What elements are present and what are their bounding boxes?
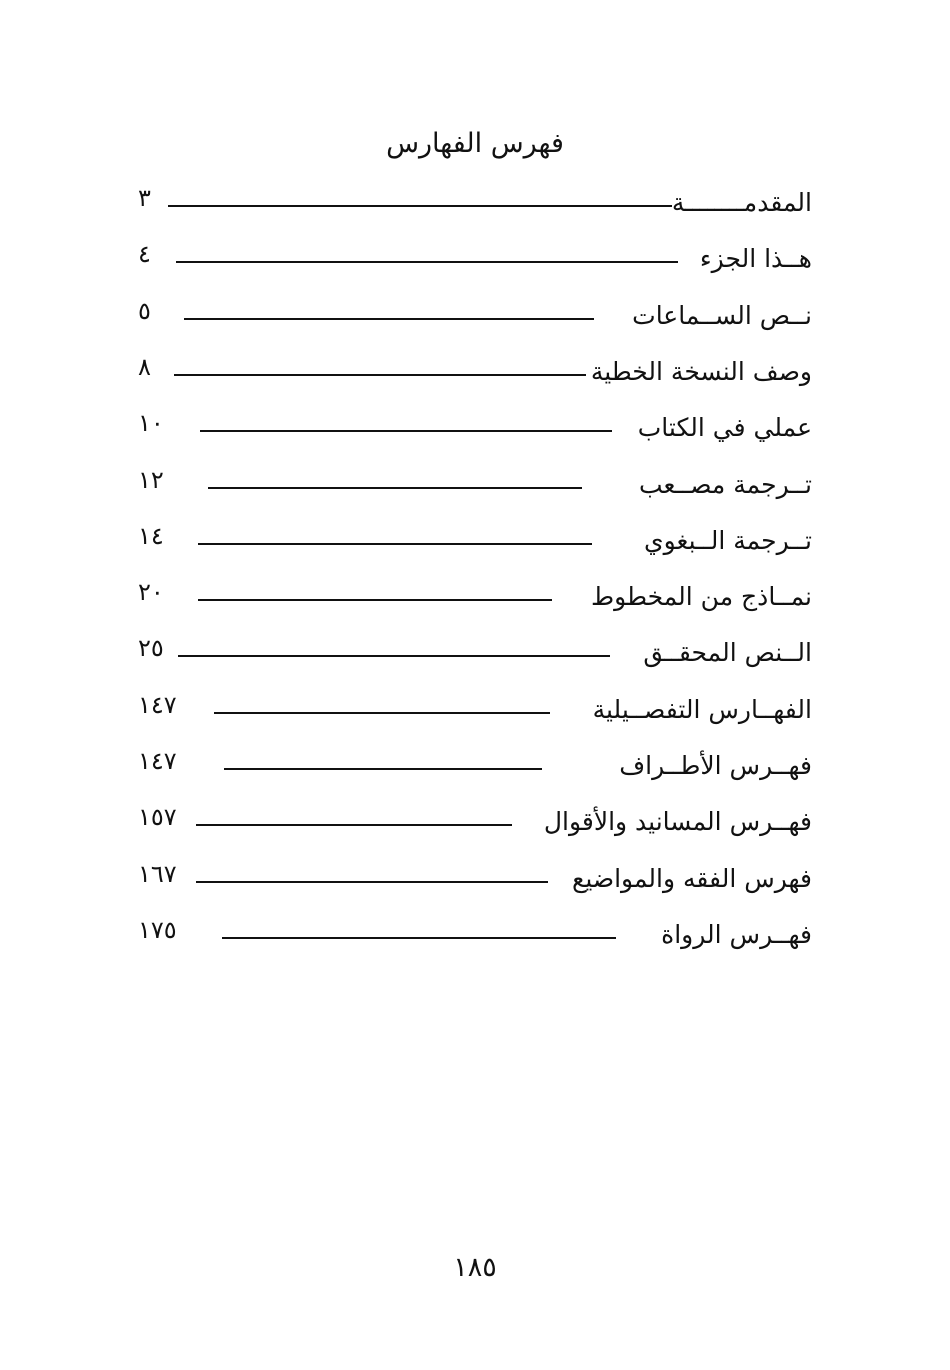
toc-entry [0, 405, 950, 461]
toc-entry-page-number: ١٠ [138, 409, 164, 438]
toc-entry [0, 799, 950, 855]
toc-entry-label: تــرجمة الــبغوي [644, 525, 812, 555]
toc-entry-page-number: ٥ [138, 296, 151, 325]
toc-entry [0, 518, 950, 574]
dot-leader-line [196, 824, 512, 826]
toc-entry-label: الــنص المحقــق [643, 638, 812, 668]
dot-leader-line [174, 374, 586, 376]
toc-entry-label: نــص الســماعات [632, 300, 812, 330]
toc-entry [0, 462, 950, 518]
toc-entry [0, 856, 950, 912]
toc-entry-page-number: ٨ [138, 352, 151, 381]
toc-entry-page-number: ٣ [138, 184, 151, 212]
dot-leader-line [176, 261, 678, 263]
toc-entry [0, 912, 950, 968]
toc-entry-page-number: ٢٥ [138, 634, 164, 663]
dot-leader-line [184, 318, 594, 320]
toc-entry [0, 349, 950, 405]
toc-entry-label: فهــرس الرواة [661, 919, 812, 949]
table-of-contents [0, 180, 950, 970]
toc-entry-label: وصف النسخة الخطية [590, 356, 812, 386]
toc-entry-page-number: ١٧٥ [138, 915, 177, 944]
toc-entry [0, 574, 950, 630]
dot-leader-line [178, 655, 610, 657]
toc-entry-label: نمــاذج من المخطوط [591, 582, 812, 612]
toc-entry-label: الفهــارس التفصــيلية [592, 694, 812, 724]
toc-entry-label: فهرس الفقه والمواضيع [572, 863, 812, 893]
toc-entry-label: هــذا الجزء [699, 244, 812, 274]
toc-entry-label: تــرجمة مصــعب [639, 469, 812, 499]
toc-entry-label: عملي في الكتاب [637, 413, 812, 443]
toc-entry [0, 180, 950, 236]
toc-entry [0, 687, 950, 743]
toc-entry [0, 293, 950, 349]
dot-leader-line [196, 881, 548, 883]
toc-entry [0, 236, 950, 292]
toc-entry-page-number: ٢٠ [138, 578, 164, 607]
toc-entry-label: فهــرس المسانيد والأقوال [543, 807, 812, 837]
toc-entry-page-number: ٤ [138, 240, 151, 269]
toc-entry-label: المقدمــــــــة [671, 188, 812, 217]
toc-entry-page-number: ١٤٧ [138, 747, 177, 775]
toc-entry-page-number: ١٢ [138, 465, 164, 494]
toc-entry [0, 630, 950, 686]
toc-entry [0, 743, 950, 799]
toc-entry-page-number: ١٥٧ [138, 803, 177, 832]
toc-entry-page-number: ١٤ [138, 521, 164, 550]
dot-leader-line [200, 430, 612, 432]
page-title: فهرس الفهارس [386, 128, 564, 159]
dot-leader-line [198, 599, 552, 601]
dot-leader-line [208, 487, 582, 489]
dot-leader-line [168, 205, 672, 207]
dot-leader-line [224, 768, 542, 770]
dot-leader-line [198, 543, 592, 545]
toc-entry-page-number: ١٤٧ [138, 690, 177, 719]
toc-entry-label: فهــرس الأطــراف [619, 751, 812, 780]
dot-leader-line [214, 712, 550, 714]
page-number: ١٨٥ [453, 1252, 497, 1283]
toc-entry-page-number: ١٦٧ [138, 859, 177, 888]
dot-leader-line [222, 937, 616, 939]
